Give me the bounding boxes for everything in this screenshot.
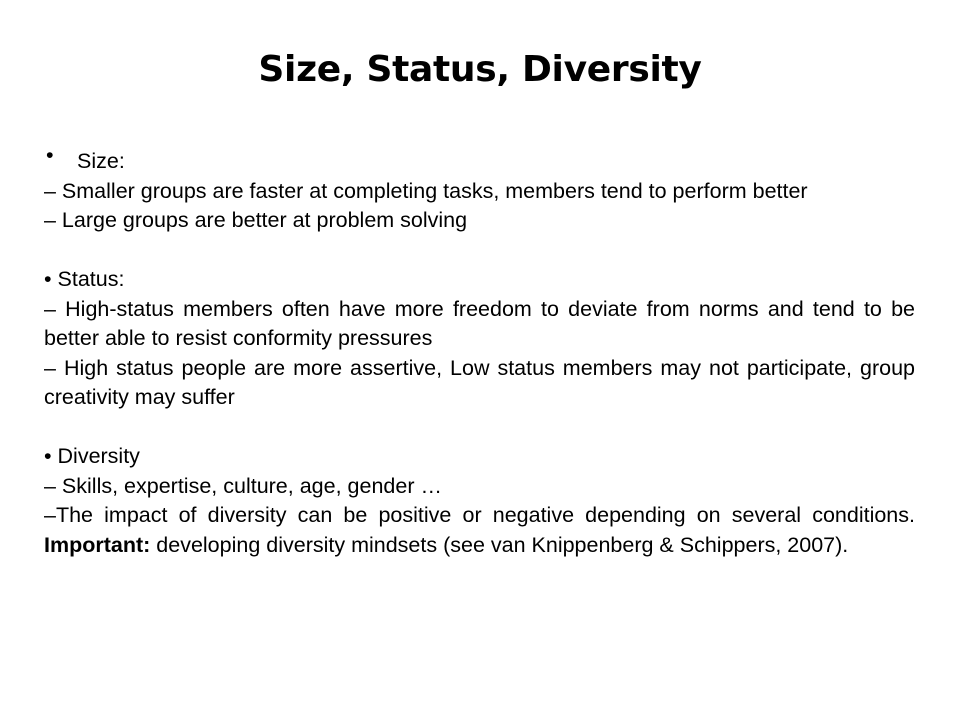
status-heading-line — [44, 265, 915, 295]
diversity-impact-emphasis: Important: — [44, 532, 151, 557]
slide-title: Size, Status, Diversity — [258, 49, 702, 90]
diversity-point: – Skills, expertise, culture, age, gender … — [44, 473, 442, 498]
status-point: – High status people are more assertive, Low status members may not participate, group creativity may suffer — [44, 355, 915, 409]
diversity-heading: Diversity — [57, 444, 140, 468]
size-heading-line — [44, 143, 915, 177]
diversity-heading-line — [44, 442, 915, 472]
bullet-icon: • — [46, 143, 54, 167]
diversity-impact-rest: developing diversity mindsets (see van Knippenberg & Schippers, 2007). — [156, 532, 849, 557]
size-point: – Large groups are better at problem solving — [44, 208, 468, 232]
diversity-impact-lead: –The impact of diversity can be positive or negative depending on several conditions. — [44, 503, 915, 527]
status-point: – High-status members often have more freedom to deviate from norms and tend to be better able to resist conformity pressures — [44, 296, 915, 350]
size-point: – Smaller groups are faster at completing tasks, members tend to perform better — [44, 178, 808, 203]
bullet-icon: • — [44, 444, 52, 468]
status-heading: Status: — [57, 267, 125, 291]
size-heading: Size: — [77, 149, 125, 173]
bullet-icon: • — [44, 267, 52, 291]
diversity-impact — [44, 501, 915, 560]
slide-body — [44, 143, 915, 560]
